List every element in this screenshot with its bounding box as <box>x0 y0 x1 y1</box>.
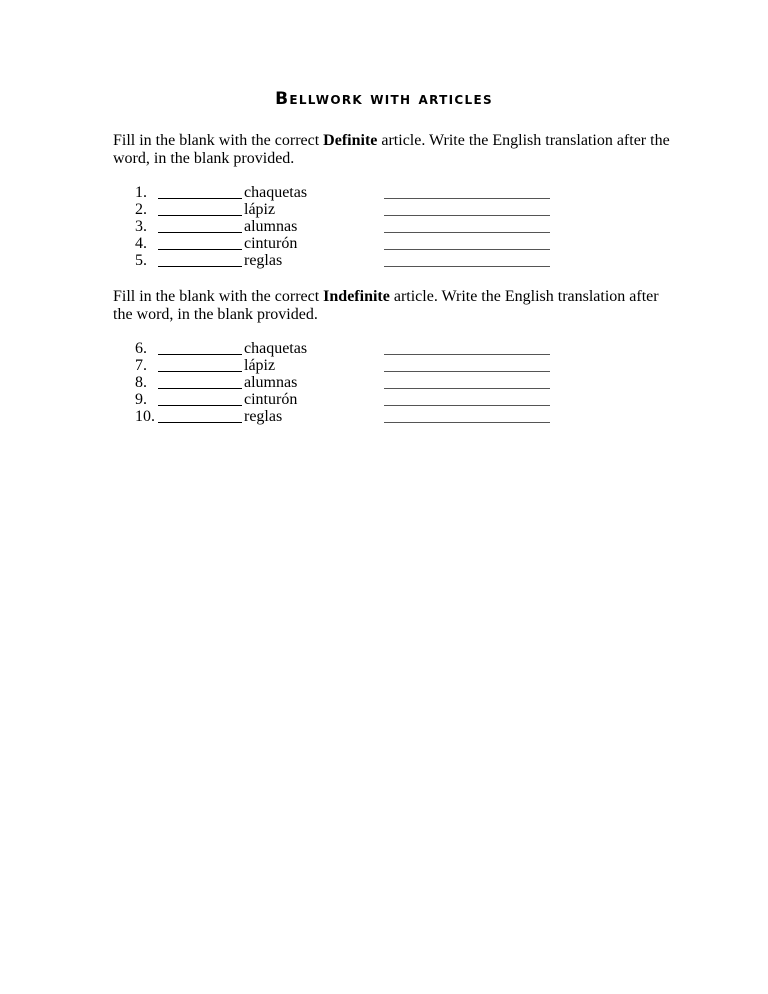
item-word: reglas <box>244 252 283 269</box>
translation-blank[interactable] <box>384 266 550 267</box>
item-number: 7. <box>135 357 147 374</box>
exercise-item <box>0 357 768 374</box>
page-title: Bellwork with articles <box>275 89 493 109</box>
article-blank[interactable] <box>158 215 242 216</box>
translation-blank[interactable] <box>384 371 550 372</box>
item-number: 6. <box>135 340 147 357</box>
exercise-item <box>0 218 768 235</box>
item-word: lápiz <box>244 357 276 374</box>
exercise-item <box>0 408 768 425</box>
instruction-text: Fill in the blank with the correct <box>113 132 324 149</box>
translation-blank[interactable] <box>384 198 550 199</box>
exercise-item <box>0 235 768 252</box>
item-word: cinturón <box>244 235 298 252</box>
article-blank[interactable] <box>158 198 242 199</box>
item-word: alumnas <box>244 374 298 391</box>
instruction-emphasis: Indefinite <box>323 288 390 305</box>
instruction-text: article. Write the English translation after the word, in the blank provided. <box>113 132 670 167</box>
article-blank[interactable] <box>158 232 242 233</box>
item-word: lápiz <box>244 201 276 218</box>
item-word: cinturón <box>244 391 298 408</box>
translation-blank[interactable] <box>384 388 550 389</box>
item-word: chaquetas <box>244 184 308 201</box>
translation-blank[interactable] <box>384 405 550 406</box>
item-number: 9. <box>135 391 147 408</box>
item-number: 2. <box>135 201 147 218</box>
article-blank[interactable] <box>158 422 242 423</box>
article-blank[interactable] <box>158 354 242 355</box>
article-blank[interactable] <box>158 266 242 267</box>
article-blank[interactable] <box>158 388 242 389</box>
item-number: 5. <box>135 252 147 269</box>
translation-blank[interactable] <box>384 422 550 423</box>
exercise-item <box>0 252 768 269</box>
item-number: 4. <box>135 235 147 252</box>
exercise-item <box>0 184 768 201</box>
article-blank[interactable] <box>158 405 242 406</box>
translation-blank[interactable] <box>384 215 550 216</box>
instruction-emphasis: Definite <box>323 132 378 149</box>
exercise-item <box>0 391 768 408</box>
item-number: 1. <box>135 184 147 201</box>
item-number: 3. <box>135 218 147 235</box>
item-number: 8. <box>135 374 147 391</box>
exercise-item <box>0 374 768 391</box>
instructions-definite <box>113 132 673 168</box>
instruction-text: article. Write the English translation after the word, in the blank provided. <box>113 288 659 323</box>
item-word: chaquetas <box>244 340 308 357</box>
exercise-item <box>0 201 768 218</box>
item-word: alumnas <box>244 218 298 235</box>
translation-blank[interactable] <box>384 354 550 355</box>
item-word: reglas <box>244 408 283 425</box>
translation-blank[interactable] <box>384 232 550 233</box>
instruction-text: Fill in the blank with the correct <box>113 288 324 305</box>
item-number: 10. <box>135 408 155 425</box>
article-blank[interactable] <box>158 371 242 372</box>
exercise-item <box>0 340 768 357</box>
translation-blank[interactable] <box>384 249 550 250</box>
article-blank[interactable] <box>158 249 242 250</box>
instructions-indefinite <box>113 288 673 324</box>
